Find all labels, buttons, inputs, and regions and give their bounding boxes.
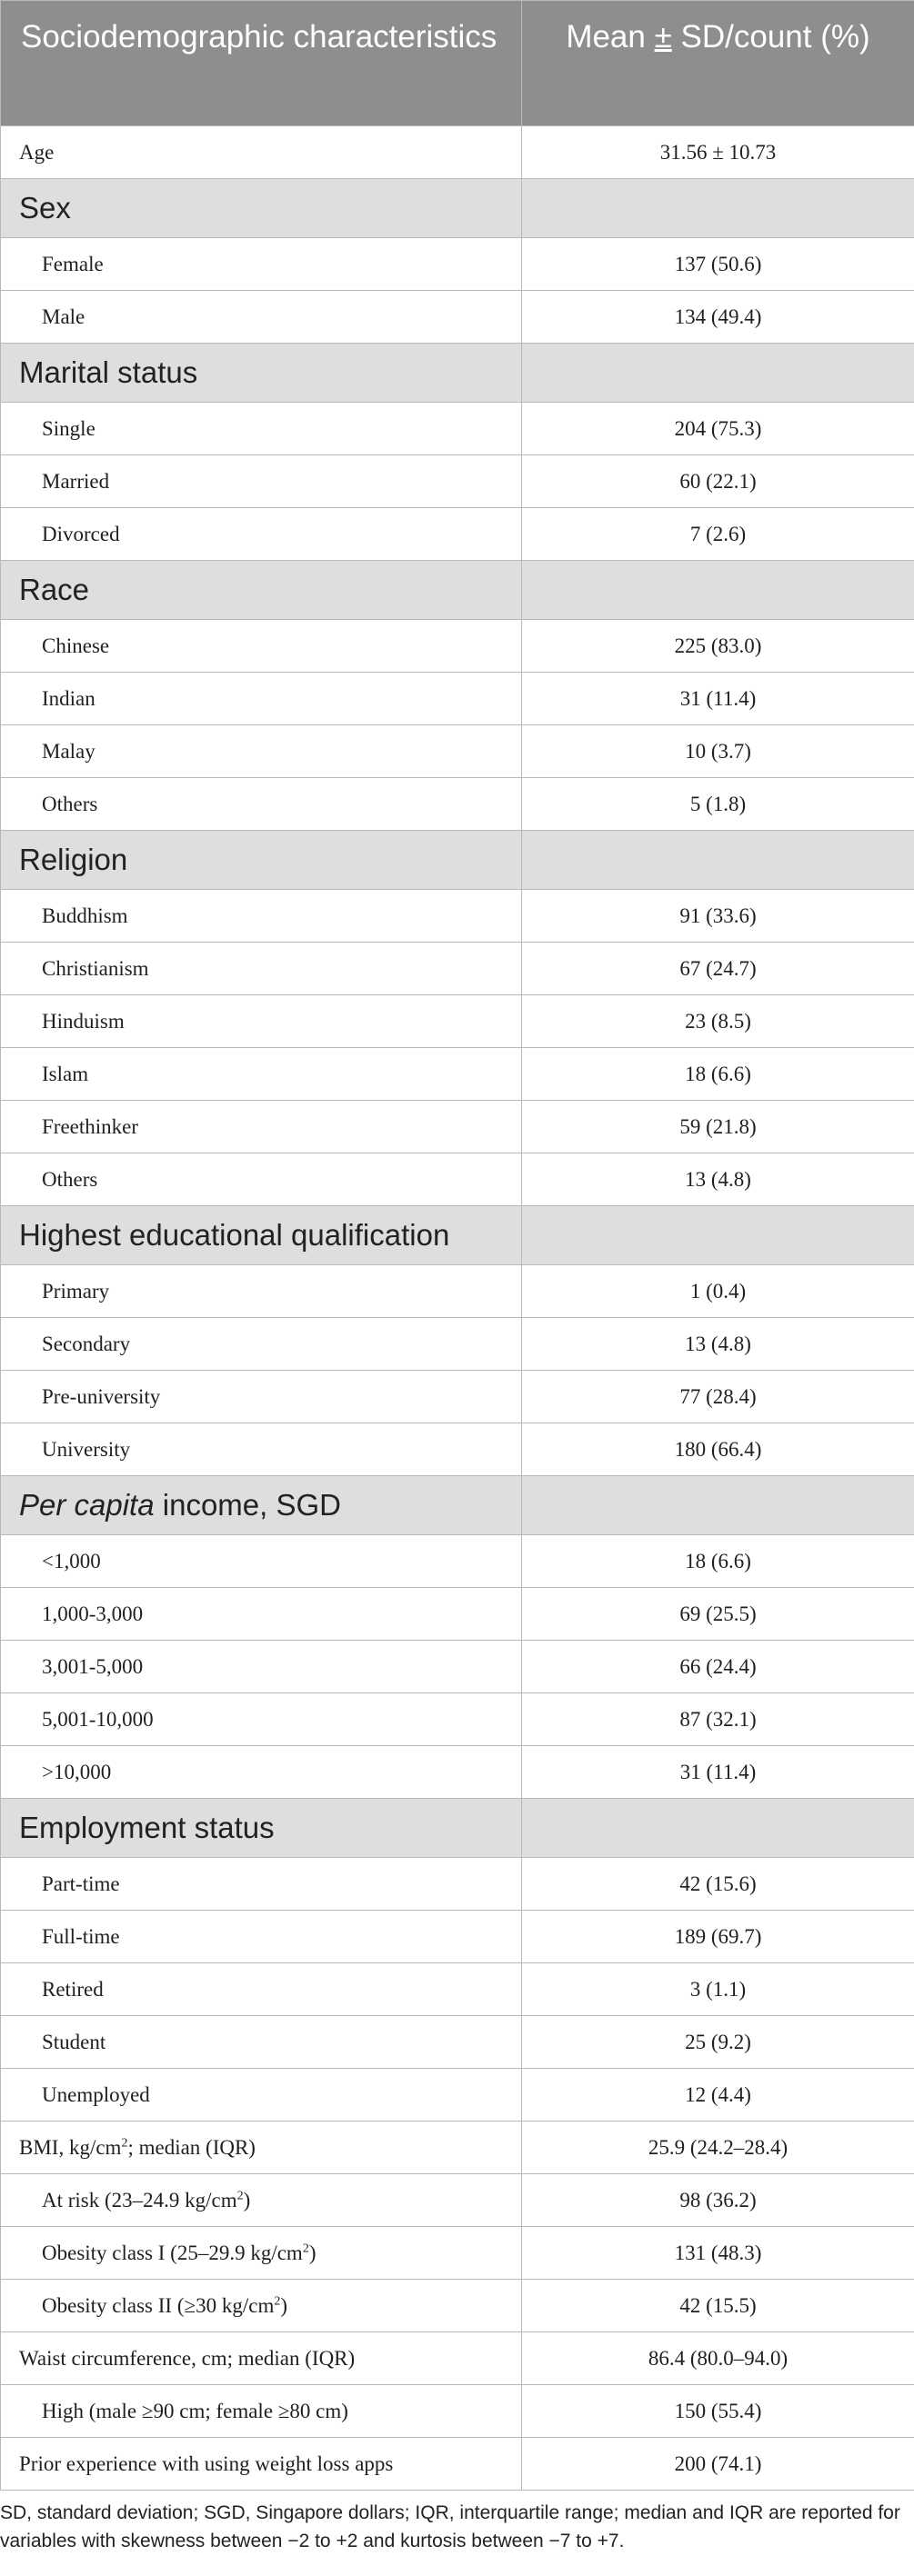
row-value: 67 (24.7) (522, 943, 914, 995)
table-row (1, 238, 914, 291)
table-row (1, 1693, 914, 1746)
section-label: Highest educational qualification (1, 1206, 522, 1265)
table-row (1, 1423, 914, 1476)
row-value: 25.9 (24.2–28.4) (522, 2122, 914, 2174)
row-value: 31 (11.4) (522, 673, 914, 725)
row-value: 10 (3.7) (522, 725, 914, 778)
row-label: Retired (1, 1963, 522, 2016)
superscript: 2 (236, 2188, 244, 2202)
table-footnote: SD, standard deviation; SGD, Singapore dollars; IQR, interquartile range; median and IQR are reported for variables with skewness between −2 to +2 and kurtosis between −7 to +7. (0, 2502, 900, 2551)
table-row (1, 890, 914, 943)
row-label: Single (1, 403, 522, 455)
table-row (1, 2069, 914, 2122)
section-blank-cell (522, 1206, 914, 1265)
row-value: 13 (4.8) (522, 1318, 914, 1371)
row-value: 25 (9.2) (522, 2016, 914, 2069)
table-row (1, 2280, 914, 2332)
section-label-italic: Per capita (19, 1488, 155, 1522)
header-mean-label: Mean (566, 19, 655, 55)
row-value: 59 (21.8) (522, 1101, 914, 1153)
section-blank-cell (522, 344, 914, 403)
row-label: Hinduism (1, 995, 522, 1048)
table-row (1, 403, 914, 455)
header-mean-sd-count (522, 1, 914, 126)
table-row (1, 1746, 914, 1799)
row-label: Pre-university (1, 1371, 522, 1423)
row-value: 3 (1.1) (522, 1963, 914, 2016)
section-label-text: income, SGD (154, 1488, 341, 1522)
section-blank-cell (522, 179, 914, 238)
table-row (1, 2438, 914, 2491)
row-label (1, 2280, 522, 2332)
row-label-suffix: ) (280, 2293, 288, 2317)
row-label-text: BMI, kg/cm (19, 2135, 122, 2159)
table-row (1, 1858, 914, 1911)
table-row (1, 995, 914, 1048)
row-label-suffix: ; median (IQR) (127, 2135, 256, 2159)
row-label: Primary (1, 1265, 522, 1318)
superscript: 2 (121, 2135, 128, 2150)
row-label-text: Obesity class II (≥30 kg/cm (42, 2293, 275, 2317)
section-header-row (1, 561, 914, 620)
section-header-row (1, 1206, 914, 1265)
row-label: University (1, 1423, 522, 1476)
row-value: 7 (2.6) (522, 508, 914, 561)
row-value: 180 (66.4) (522, 1423, 914, 1476)
table-row (1, 508, 914, 561)
row-value: 42 (15.6) (522, 1858, 914, 1911)
row-label-text: At risk (23–24.9 kg/cm (42, 2188, 237, 2212)
table-row (1, 1265, 914, 1318)
row-value: 31 (11.4) (522, 1746, 914, 1799)
table-header-row (1, 1, 914, 126)
row-label: Waist circumference, cm; median (IQR) (1, 2332, 522, 2385)
section-label: Religion (1, 831, 522, 890)
row-label: Freethinker (1, 1101, 522, 1153)
row-value: 98 (36.2) (522, 2174, 914, 2227)
row-label: Full-time (1, 1911, 522, 1963)
section-header-row (1, 1799, 914, 1858)
row-label: Indian (1, 673, 522, 725)
row-value: 91 (33.6) (522, 890, 914, 943)
table-row (1, 2385, 914, 2438)
row-label: 5,001-10,000 (1, 1693, 522, 1746)
table-row (1, 673, 914, 725)
row-value: 42 (15.5) (522, 2280, 914, 2332)
section-header-row (1, 179, 914, 238)
row-label: Female (1, 238, 522, 291)
table-row (1, 2016, 914, 2069)
row-label: High (male ≥90 cm; female ≥80 cm) (1, 2385, 522, 2438)
section-blank-cell (522, 1476, 914, 1535)
table-row (1, 2332, 914, 2385)
row-label: 1,000-3,000 (1, 1588, 522, 1641)
section-blank-cell (522, 561, 914, 620)
row-value: 5 (1.8) (522, 778, 914, 831)
section-header-row (1, 831, 914, 890)
row-label: Part-time (1, 1858, 522, 1911)
plus-minus-symbol: ± (654, 19, 672, 55)
table-row (1, 291, 914, 344)
row-label: Others (1, 778, 522, 831)
row-value: 87 (32.1) (522, 1693, 914, 1746)
row-label: Prior experience with using weight loss apps (1, 2438, 522, 2491)
superscript: 2 (302, 2241, 309, 2255)
section-blank-cell (522, 831, 914, 890)
section-label (1, 1476, 522, 1535)
row-label: Male (1, 291, 522, 344)
table-row (1, 943, 914, 995)
table-row (1, 778, 914, 831)
row-value: 13 (4.8) (522, 1153, 914, 1206)
table-row (1, 1963, 914, 2016)
row-value: 189 (69.7) (522, 1911, 914, 1963)
row-label: Islam (1, 1048, 522, 1101)
row-label (1, 2122, 522, 2174)
section-label: Employment status (1, 1799, 522, 1858)
table-row (1, 1371, 914, 1423)
table-row (1, 1641, 914, 1693)
row-label: Married (1, 455, 522, 508)
table-row (1, 2174, 914, 2227)
table-row (1, 1318, 914, 1371)
row-value: 86.4 (80.0–94.0) (522, 2332, 914, 2385)
section-header-row (1, 1476, 914, 1535)
table-row (1, 1048, 914, 1101)
row-value: 134 (49.4) (522, 291, 914, 344)
row-value: 18 (6.6) (522, 1048, 914, 1101)
row-value: 77 (28.4) (522, 1371, 914, 1423)
row-value: 23 (8.5) (522, 995, 914, 1048)
row-label-suffix: ) (308, 2241, 316, 2264)
row-value: 69 (25.5) (522, 1588, 914, 1641)
section-label: Marital status (1, 344, 522, 403)
row-value: 66 (24.4) (522, 1641, 914, 1693)
row-value: 225 (83.0) (522, 620, 914, 673)
row-value: 204 (75.3) (522, 403, 914, 455)
header-characteristics: Sociodemographic characteristics (1, 1, 522, 126)
table-row (1, 1911, 914, 1963)
table-row (1, 1153, 914, 1206)
row-value: 60 (22.1) (522, 455, 914, 508)
section-header-row (1, 344, 914, 403)
row-label: >10,000 (1, 1746, 522, 1799)
row-label-suffix: ) (243, 2188, 251, 2212)
row-label: 3,001-5,000 (1, 1641, 522, 1693)
row-value: 31.56 ± 10.73 (522, 126, 914, 179)
row-label: Divorced (1, 508, 522, 561)
row-label: Malay (1, 725, 522, 778)
table-row (1, 620, 914, 673)
row-label: Christianism (1, 943, 522, 995)
row-value: 200 (74.1) (522, 2438, 914, 2491)
row-label: Chinese (1, 620, 522, 673)
row-value: 131 (48.3) (522, 2227, 914, 2280)
row-label: Unemployed (1, 2069, 522, 2122)
table-row (1, 126, 914, 179)
header-sd-count-label: SD/count (%) (671, 19, 870, 55)
table-row (1, 455, 914, 508)
row-label: Student (1, 2016, 522, 2069)
row-value: 1 (0.4) (522, 1265, 914, 1318)
table-row (1, 1101, 914, 1153)
table-row (1, 2122, 914, 2174)
section-label: Race (1, 561, 522, 620)
row-label-text: Obesity class I (25–29.9 kg/cm (42, 2241, 303, 2264)
row-label: Buddhism (1, 890, 522, 943)
table-row (1, 725, 914, 778)
table-body (1, 126, 914, 2491)
row-label: Age (1, 126, 522, 179)
section-blank-cell (522, 1799, 914, 1858)
superscript: 2 (274, 2293, 281, 2308)
row-value: 12 (4.4) (522, 2069, 914, 2122)
row-value: 150 (55.4) (522, 2385, 914, 2438)
row-label: Secondary (1, 1318, 522, 1371)
row-label: Others (1, 1153, 522, 1206)
section-label: Sex (1, 179, 522, 238)
row-label: <1,000 (1, 1535, 522, 1588)
row-value: 137 (50.6) (522, 238, 914, 291)
row-label (1, 2174, 522, 2227)
row-value: 18 (6.6) (522, 1535, 914, 1588)
row-label (1, 2227, 522, 2280)
table-row (1, 1535, 914, 1588)
table-row (1, 2227, 914, 2280)
table-row (1, 1588, 914, 1641)
